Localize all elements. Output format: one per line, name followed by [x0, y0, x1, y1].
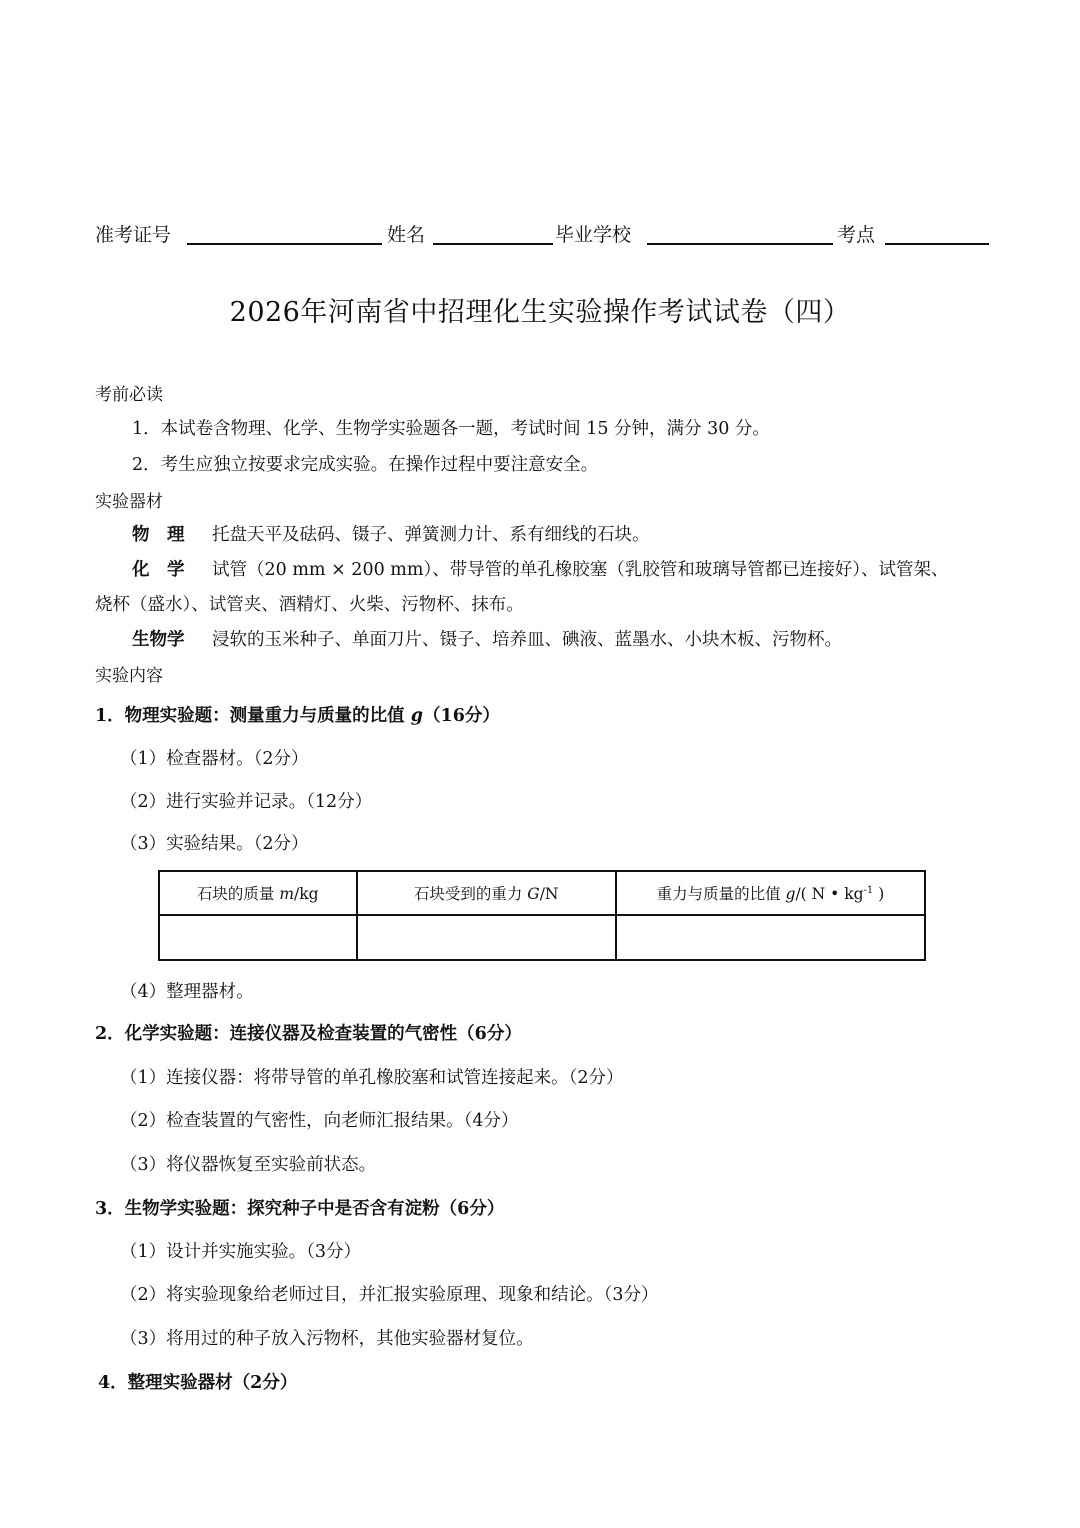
biology-equipment-text: 浸软的玉米种子、单面刀片、镊子、培养皿、碘液、蓝墨水、小块木板、污物杯。 — [212, 630, 842, 650]
exam-id-field[interactable] — [187, 243, 382, 245]
question-1-title — [95, 702, 500, 727]
question-2-step: （2）检查装置的气密性，向老师汇报结果。（4分） — [120, 1111, 519, 1131]
physics-equipment-text: 托盘天平及砝码、镊子、弹簧测力计、系有细线的石块。 — [212, 525, 650, 545]
equipment-biology — [132, 626, 842, 651]
equipment-chemistry — [132, 556, 948, 581]
question-1-step: （4）整理器材。 — [120, 982, 254, 1002]
chemistry-equipment-text-continued: 烧杯（盛水）、试管夹、酒精灯、火柴、污物杯、抹布。 — [95, 595, 524, 615]
question-2-title: 2．化学实验题：连接仪器及检查装置的气密性（6分） — [95, 1024, 522, 1044]
table-header-gravity: 石块受到的重力 G/N — [357, 871, 616, 915]
table-row — [159, 915, 925, 960]
question-1-variable: g — [410, 706, 424, 726]
question-1-score: （16分） — [423, 706, 500, 726]
candidate-info-row — [95, 218, 990, 248]
school-field[interactable] — [647, 243, 833, 245]
table-header-mass: 石块的质量 m/kg — [159, 871, 357, 915]
name-field[interactable] — [433, 243, 553, 245]
question-3-step: （2）将实验现象给老师过目，并汇报实验原理、现象和结论。（3分） — [120, 1285, 659, 1305]
page-title: 2026年河南省中招理化生实验操作考试试卷（四） — [229, 297, 851, 328]
notice-item: 2．考生应独立按要求完成实验。在操作过程中要注意安全。 — [132, 455, 599, 475]
question-2-step: （3）将仪器恢复至实验前状态。 — [120, 1155, 377, 1175]
biology-label: 生物学 — [132, 630, 185, 650]
notice-heading: 考前必读 — [95, 385, 163, 405]
name-label: 姓名 — [387, 224, 426, 246]
question-3-step: （3）将用过的种子放入污物杯，其他实验器材复位。 — [120, 1329, 534, 1349]
physics-label: 物 理 — [132, 525, 185, 545]
question-1-title-text: 1．物理实验题：测量重力与质量的比值 — [95, 706, 411, 726]
question-1-step: （3）实验结果。（2分） — [120, 834, 309, 854]
content-heading: 实验内容 — [95, 666, 163, 686]
question-1-step: （2）进行实验并记录。（12分） — [120, 792, 373, 812]
table-cell-ratio[interactable] — [616, 915, 925, 960]
question-4-title: 4．整理实验器材（2分） — [98, 1373, 298, 1393]
equipment-heading: 实验器材 — [95, 492, 163, 512]
question-3-title: 3．生物学实验题：探究种子中是否含有淀粉（6分） — [95, 1199, 505, 1219]
table-cell-mass[interactable] — [159, 915, 357, 960]
chemistry-equipment-text: 试管（20 mm × 200 mm）、带导管的单孔橡胶塞（乳胶管和玻璃导管都已连接好）、试管架、 — [212, 560, 949, 580]
chemistry-label: 化 学 — [132, 560, 185, 580]
school-label: 毕业学校 — [555, 224, 632, 246]
table-header-row — [159, 871, 925, 915]
question-1-step: （1）检查器材。（2分） — [120, 749, 309, 769]
result-table — [158, 870, 926, 961]
site-field[interactable] — [885, 243, 989, 245]
exam-id-label: 准考证号 — [95, 224, 172, 246]
table-header-ratio: 重力与质量的比值 g/( N • $kg^{-1}$ ) — [616, 871, 925, 915]
notice-item: 1．本试卷含物理、化学、生物学实验题各一题，考试时间 15 分钟，满分 30 分。 — [132, 419, 770, 439]
table-cell-gravity[interactable] — [357, 915, 616, 960]
equipment-physics — [132, 521, 650, 546]
question-2-step: （1）连接仪器：将带导管的单孔橡胶塞和试管连接起来。（2分） — [120, 1068, 624, 1088]
site-label: 考点 — [837, 224, 876, 246]
question-3-step: （1）设计并实施实验。（3分） — [120, 1242, 362, 1262]
